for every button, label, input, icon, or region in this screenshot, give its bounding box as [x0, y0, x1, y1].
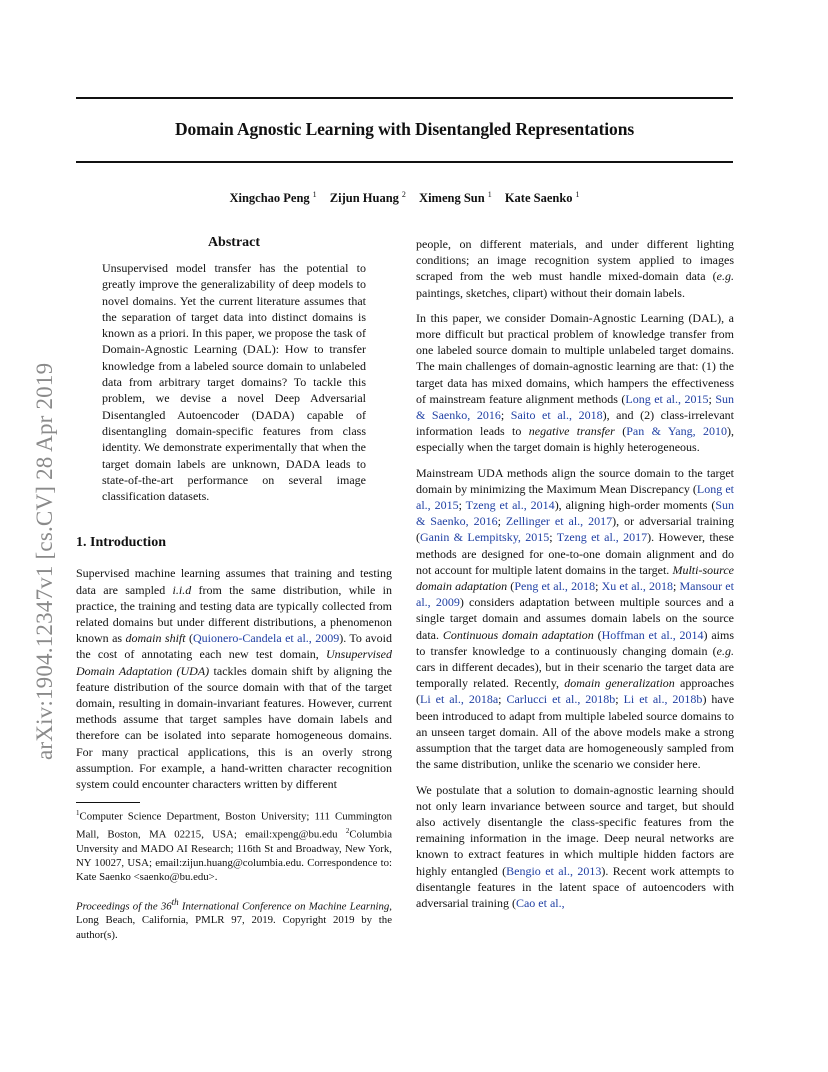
text-run: from the same distribution, while in practice, the training and testing data are typically collected from related domains but under different distributions, a phenomenon known as	[76, 582, 392, 646]
citation-link[interactable]: Tzeng et al., 2017	[556, 530, 648, 545]
text-run: , Long Beach, California, PMLR 97, 2019. Copyright 2019 by the author(s).	[76, 900, 392, 941]
footnote-marker: 1	[76, 809, 80, 818]
text-run: ), aligning high-order moments (	[554, 498, 716, 513]
text-run: Columbia Unversity and MADO AI Research; 116th St and Broadway, New York, NY 10027, USA; email:zijun.huang@columbia.edu. Correspondence to: Kate Saenko <saenko@bu.edu>.	[76, 828, 392, 884]
introduction-heading: 1. Introduction	[76, 535, 166, 551]
author-2	[330, 191, 406, 205]
text-run: cars in different decades), but in their scenario the target data are temporally related. Recently,	[416, 660, 734, 691]
arxiv-identifier: arXiv:1904.12347v1 [cs.CV] 28 Apr 2019	[32, 362, 57, 760]
citation-link[interactable]: Ganin & Lempitsky, 2015	[420, 530, 550, 545]
intro-paragraph-4	[416, 782, 734, 912]
text-run: approaches (	[416, 676, 735, 707]
abstract-heading: Abstract	[207, 235, 261, 250]
citation-link[interactable]: Bengio et al., 2013	[506, 863, 602, 878]
citation-link[interactable]: Mansour et al., 2009	[416, 579, 734, 610]
author-affiliation: 1	[312, 190, 317, 199]
text-run: We postulate that a solution to domain-agnostic learning should not only learn invariance between source and target, but should also actively disentangle the class-specific features from the remaining information in the image. Deep neural networks are known to extract features in which multiple hidden factors are highly entangled (	[416, 782, 734, 878]
text-run: ;	[497, 514, 506, 529]
text-run: (	[593, 627, 602, 642]
text-run: ). However, these methods are designed for one-to-one domain alignment and do not account for multiple latent domains in the target.	[416, 530, 735, 577]
superscript: th	[171, 896, 179, 907]
citation-link[interactable]: Li et al., 2018a	[420, 692, 499, 707]
text-run: Supervised machine learning assumes that training and testing data are sampled	[76, 566, 392, 597]
citation-link[interactable]: Li et al., 2018b	[623, 692, 703, 707]
footnote-marker: 2	[345, 827, 350, 836]
abstract-text: Unsupervised model transfer has the potential to greatly improve the generalizability of deep models to novel domains. Yet the current literature assumes that the separation of target data into distinct domains is known as a priori. In this paper, we propose the task of Domain-Agnostic Learning (DAL): How to transfer knowledge from a labeled source domain to unlabeled data from arbitrary target domains? To tackle this problem, we devise a novel Deep Adversarial Disentangled Autoencoder (DADA) capable of disentangling domain-specific features from class identity. We demonstrate experimentally that when the target domain labels are unknown, DADA leads to state-of-the-art performance on several image classification datasets.	[102, 261, 366, 504]
text-run: paintings, sketches, clipart) without their domain labels.	[416, 285, 685, 300]
intro-paragraph-1	[76, 565, 392, 792]
citation-link[interactable]: Zellinger et al., 2017	[505, 514, 613, 529]
author-affiliation: 1	[487, 190, 492, 199]
text-run: domain shift	[125, 631, 186, 646]
author-name: Zijun Huang	[329, 191, 399, 206]
text-run: Unsupervised Domain Adaptation (UDA)	[76, 647, 392, 678]
citation-link[interactable]: Cao et al.,	[515, 895, 565, 910]
proceedings-note	[76, 895, 392, 942]
citation-link[interactable]: Carlucci et al., 2018b	[506, 692, 616, 707]
text-run: (	[507, 579, 515, 594]
citation-link[interactable]: Xu et al., 2018	[601, 579, 674, 594]
text-run: ;	[673, 579, 680, 594]
text-run: negative transfer	[528, 424, 615, 439]
text-run: Continuous domain adaptation	[442, 627, 594, 642]
text-run: ) considers adaptation between multiple sources and a single target domain and assumes domain labels on the source data.	[416, 595, 734, 642]
intro-paragraph-continued	[416, 236, 734, 301]
citation-link[interactable]: Sun & Saenko, 2016	[416, 391, 734, 423]
intro-paragraph-2	[416, 310, 734, 456]
paper-title: Domain Agnostic Learning with Disentangled Representations	[174, 119, 635, 139]
text-run: i.i.d	[172, 582, 192, 597]
text-run: ), especially when the target domain is highly heterogeneous.	[416, 424, 734, 455]
text-run: (	[185, 631, 194, 646]
text-run: (	[614, 424, 627, 439]
title-top-rule	[76, 97, 733, 99]
author-4	[505, 191, 580, 205]
text-run: domain generalization	[564, 676, 675, 691]
title-bottom-rule	[76, 161, 733, 163]
intro-paragraph-3	[416, 465, 734, 773]
text-run: ;	[498, 692, 507, 707]
author-1	[229, 191, 316, 205]
author-affiliation: 2	[401, 190, 406, 199]
text-run: Mainstream UDA methods align the source domain to the target domain by minimizing the Maximum Mean Discrepancy (	[416, 465, 734, 496]
author-3	[419, 191, 492, 205]
author-affiliation: 1	[575, 190, 580, 199]
text-run: ;	[708, 391, 716, 406]
affiliation-footnote	[76, 806, 392, 884]
text-run: International Conference on Machine Learning	[178, 900, 390, 913]
text-run: ;	[595, 579, 602, 594]
text-run: ) have been introduced to adapt from multiple labeled source domains to an unseen target domain. All of the above models make a strong assumption that the target data are homogeneously sampled from the same distribution, unlike the scenario we consider here.	[416, 692, 735, 772]
author-name: Ximeng Sun	[419, 191, 485, 206]
footnote-rule	[76, 802, 140, 803]
text-run: ). Recent work attempts to disentangle features in the latent space of autoencoders with adversarial training (	[416, 863, 735, 910]
right-column	[416, 236, 734, 920]
citation-link[interactable]: Sun & Saenko, 2016	[416, 498, 735, 529]
citation-link[interactable]: Hoffman et al., 2014	[601, 627, 704, 642]
citation-link[interactable]: Pan & Yang, 2010	[626, 424, 727, 439]
text-run: Proceedings of the 36	[76, 900, 172, 913]
text-run: ), and (2) class-irrelevant information leads to	[416, 408, 734, 439]
text-run: ;	[615, 692, 624, 707]
text-run: people, on different materials, and under different lighting conditions; an image recognition system applied to images scraped from the web must handle mixed-domain data (	[416, 237, 734, 284]
text-run: ) aims to transfer knowledge to a continuously changing domain (	[416, 627, 734, 658]
citation-link[interactable]: Long et al., 2015	[625, 391, 709, 406]
citation-link[interactable]: Tzeng et al., 2014	[465, 498, 555, 513]
text-run: e.g.	[716, 643, 734, 658]
text-run: ;	[500, 408, 511, 423]
text-run: ). To avoid the cost of annotating each new test domain,	[76, 631, 392, 662]
citation-link[interactable]: Saito et al., 2018	[510, 408, 603, 423]
author-name: Kate Saenko	[504, 191, 573, 206]
text-run: Computer Science Department, Boston University; 111 Cummington Mall, Boston, MA 02215, USA; email:xpeng@bu.edu	[76, 810, 392, 841]
author-name: Xingchao Peng	[229, 191, 310, 206]
text-run: ;	[549, 530, 557, 545]
citation-link[interactable]: Peng et al., 2018	[514, 579, 596, 594]
author-list	[76, 190, 733, 206]
left-column	[76, 235, 392, 942]
text-run: ;	[458, 498, 466, 513]
citation-link[interactable]: Long et al., 2015	[416, 481, 734, 513]
text-run: In this paper, we consider Domain-Agnostic Learning (DAL), a more difficult but practical problem of knowledge transfer from one labeled source domain to multiple unlabeled target domains. The main challenges of domain-agnostic learning are that: (1) the target data has mixed domains, which hampers the effectiveness of mainstream feature alignment methods (	[416, 310, 734, 406]
text-run: ), or adversarial training (	[416, 514, 734, 545]
text-run: Multi-source domain adaptation	[416, 562, 734, 594]
citation-link[interactable]: Quionero-Candela et al., 2009	[193, 631, 340, 646]
text-run: e.g.	[716, 269, 734, 284]
text-run: tackles domain shift by aligning the feature distribution of the source domain with that of the target domain, resulting in domain-invariant features. However, current methods assume that target samples have domain labels and therefore can be isolated into separate homogeneous domains. For many practical applications, this is an overly strong assumption. For example, a hand-written character recognition system could encounter characters written by different	[76, 663, 392, 792]
